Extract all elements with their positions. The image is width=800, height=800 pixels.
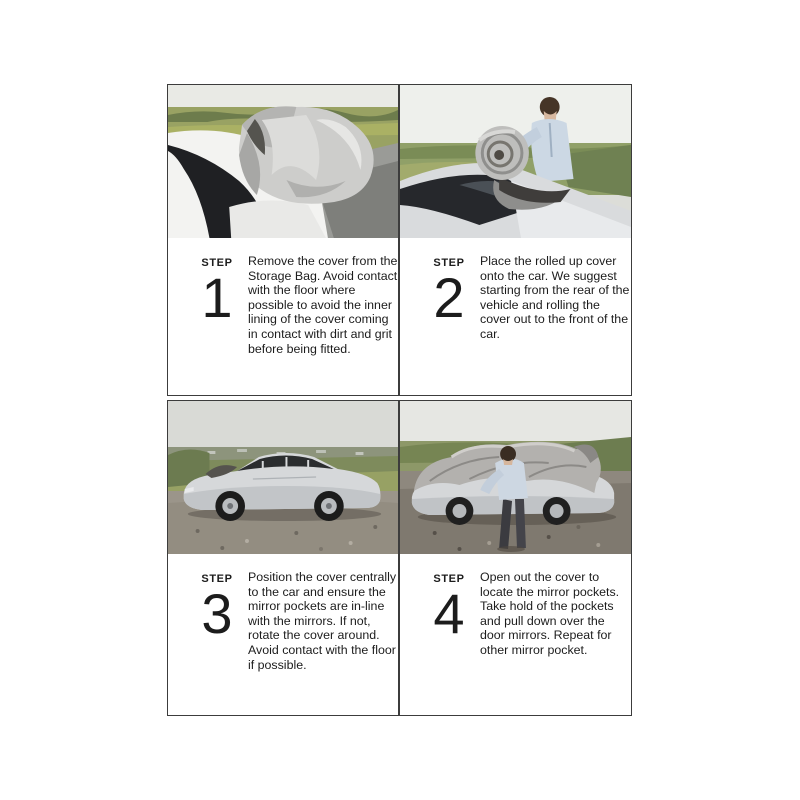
step-number: 2 <box>433 266 465 330</box>
step-2-photo <box>400 85 631 238</box>
step-1-badge <box>195 254 239 395</box>
step-label: STEP <box>201 573 233 585</box>
step-4-photo <box>400 401 631 554</box>
step-2-caption <box>400 238 631 395</box>
photo-cover-in-bag <box>168 85 398 238</box>
photo-rolled-cover-on-car <box>400 85 631 238</box>
step-description: Position the cover centrally to the car and ensure the mirror pockets are in-line with the mirrors. If not, rotate the cover around. Avoid contact with the floor if possible. <box>248 570 397 672</box>
step-number: 3 <box>201 582 233 646</box>
step-panel-3 <box>167 400 399 716</box>
step-panel-2 <box>399 84 632 396</box>
step-3-caption <box>168 554 398 715</box>
step-description: Place the rolled up cover onto the car. We suggest starting from the rear of the vehicle and rolling the cover out to the front of the car. <box>480 254 630 341</box>
step-panel-grid <box>167 84 632 716</box>
step-description: Open out the cover to locate the mirror pockets. Take hold of the pockets and pull down over the door mirrors. Repeat for other mirror pocket. <box>480 570 620 657</box>
photo-car-side-view <box>168 401 398 554</box>
step-number: 4 <box>433 582 465 646</box>
step-label: STEP <box>201 257 233 269</box>
step-2-badge <box>427 254 471 395</box>
photo-opening-cover <box>400 401 631 554</box>
step-label: STEP <box>433 257 465 269</box>
step-3-badge <box>195 570 239 715</box>
step-4-badge <box>427 570 471 715</box>
step-panel-1 <box>167 84 399 396</box>
step-description: Remove the cover from the Storage Bag. Avoid contact with the floor where possible to avoid the inner lining of the cover coming in contact with dirt and grit before being fitted. <box>248 254 398 356</box>
step-panel-4 <box>399 400 632 716</box>
step-1-photo <box>168 85 398 238</box>
step-3-photo <box>168 401 398 554</box>
step-label: STEP <box>433 573 465 585</box>
step-4-caption <box>400 554 631 715</box>
step-number: 1 <box>201 266 233 330</box>
step-1-caption <box>168 238 398 395</box>
